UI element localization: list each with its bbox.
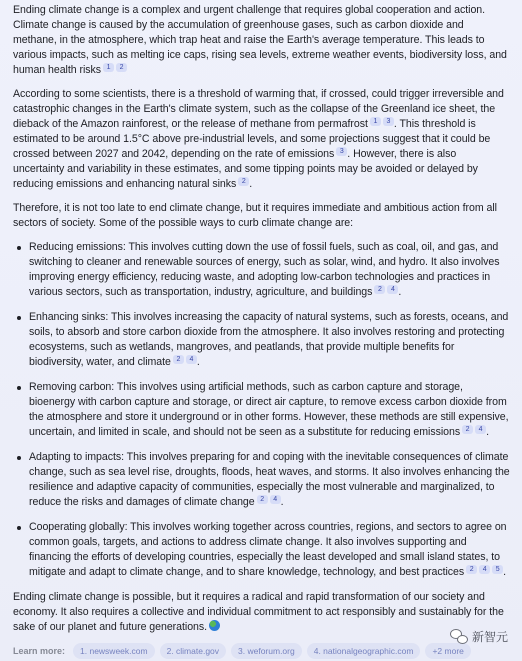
citation-badge[interactable]: 4 bbox=[479, 565, 490, 574]
source-link[interactable]: 2. climate.gov bbox=[160, 643, 226, 659]
citation-badge[interactable]: 3 bbox=[383, 117, 394, 126]
citation-badge[interactable]: 1 bbox=[103, 63, 114, 72]
watermark-text: 新智元 bbox=[471, 629, 508, 644]
citation-badge[interactable]: 1 bbox=[370, 117, 381, 126]
learn-more-bar bbox=[13, 641, 476, 661]
citation-badge[interactable]: 4 bbox=[387, 285, 398, 294]
list-item-enhancing-sinks: Enhancing sinks: This involves increasing the capacity of natural systems, such as forests, oceans, and soils, to absorb and store carbon dioxide from the atmosphere. It also involves restoring and protecting ecosystems, such as wetlands, mangroves, and peatlands, that provide multiple benefits for biodiversity, water, and climate 2 4 . bbox=[29, 311, 509, 368]
intro-paragraph: Ending climate change is a complex and urgent challenge that requires global cooperation and action. Climate change is caused by the accumulation of greenhouse gases, such as carbon dioxide and methane, in the atmosphere, which trap heat and raise the Earth's average temperature. This leads to various impacts, such as melting ice caps, rising sea levels, extreme weather events, biodiversity loss, and human health risks 1 2 bbox=[13, 4, 507, 76]
citation-badge[interactable]: 2 bbox=[466, 565, 477, 574]
more-sources-link[interactable]: +2 more bbox=[425, 643, 470, 659]
source-link[interactable]: 3. weforum.org bbox=[231, 643, 302, 659]
threshold-paragraph: According to some scientists, there is a threshold of warming that, if crossed, could trigger irreversible and catastrophic changes in the Earth's climate system, such as the collapse of the Greenland ice sheet, the dieback of the Amazon rainforest, or the release of methane from permafrost 1 3 . This threshold is estimated to be around 1.5°C above pre-industrial levels, and some projections suggest that it could be crossed between 2027 and 2042, depending on the rate of emissions 3 . However, there is also uncertainty and variability in these estimates, and some tipping points may be avoided or delayed by reducing emissions and enhancing natural sinks 2 . bbox=[13, 88, 504, 190]
list-item-adapting-to-impacts: Adapting to impacts: This involves preparing for and coping with the inevitable consequences of climate change, such as sea level rise, droughts, floods, heat waves, and storms. It also involves enhancing the resilience and adaptive capacity of communities, especially the most vulnerable and marginalized, to reduce the risks and damages of climate change 2 4 . bbox=[29, 451, 510, 508]
citation-badge[interactable]: 3 bbox=[336, 147, 347, 156]
actions-list bbox=[13, 240, 510, 580]
globe-icon bbox=[209, 620, 220, 631]
citation-badge[interactable]: 2 bbox=[173, 355, 184, 364]
citation-badge[interactable]: 2 bbox=[116, 63, 127, 72]
citation-badge[interactable]: 4 bbox=[270, 495, 281, 504]
citation-badge[interactable]: 2 bbox=[238, 177, 249, 186]
conclusion-paragraph: Ending climate change is possible, but it requires a radical and rapid transformation of our society and economy. It also requires a collective and individual commitment to act responsibly and sustainably for the sake of our planet and future generations. bbox=[13, 591, 504, 633]
citation-badge[interactable]: 5 bbox=[492, 565, 503, 574]
list-item-reducing-emissions: Reducing emissions: This involves cutting down the use of fossil fuels, such as coal, oil, and gas, and switching to cleaner and renewable sources of energy, such as solar, wind, and hydro. It also involves improving energy efficiency, reducing waste, and adopting low-carbon technologies and practices in various sectors, such as transportation, industry, agriculture, and buildings 2 4 . bbox=[29, 240, 510, 300]
actions-intro-paragraph: Therefore, it is not too late to end climate change, but it requires immediate and ambitious action from all sectors of society. Some of the possible ways to curb climate change are: bbox=[13, 202, 497, 229]
watermark bbox=[450, 627, 508, 645]
source-link[interactable]: 4. nationalgeographic.com bbox=[307, 643, 421, 659]
citation-badge[interactable]: 4 bbox=[475, 425, 486, 434]
source-link[interactable]: 1. newsweek.com bbox=[73, 643, 155, 659]
list-item-removing-carbon: Removing carbon: This involves using artificial methods, such as carbon capture and storage, bioenergy with carbon capture and storage, or direct air capture, to remove excess carbon dioxide from the atmosphere and store it underground or in other forms. However, these methods are still expensive, uncertain, and limited in scale, and should not be seen as a substitute for reducing emissions 2 4 . bbox=[29, 381, 509, 438]
citation-badge[interactable]: 4 bbox=[186, 355, 197, 364]
learn-more-label: Learn more: bbox=[13, 646, 66, 656]
list-item-cooperating-globally: Cooperating globally: This involves working together across countries, regions, and sectors to agree on common goals, targets, and actions to address climate change. It also involves supporting and financing the efforts of developing countries, especially the least developed and small island states, to mitigate and adapt to climate change, and to share knowledge, technology, and best practices 2 4 5 . bbox=[29, 520, 510, 580]
citation-badge[interactable]: 2 bbox=[462, 425, 473, 434]
citation-badge[interactable]: 2 bbox=[257, 495, 268, 504]
citation-badge[interactable]: 2 bbox=[374, 285, 385, 294]
wechat-icon bbox=[450, 627, 468, 645]
